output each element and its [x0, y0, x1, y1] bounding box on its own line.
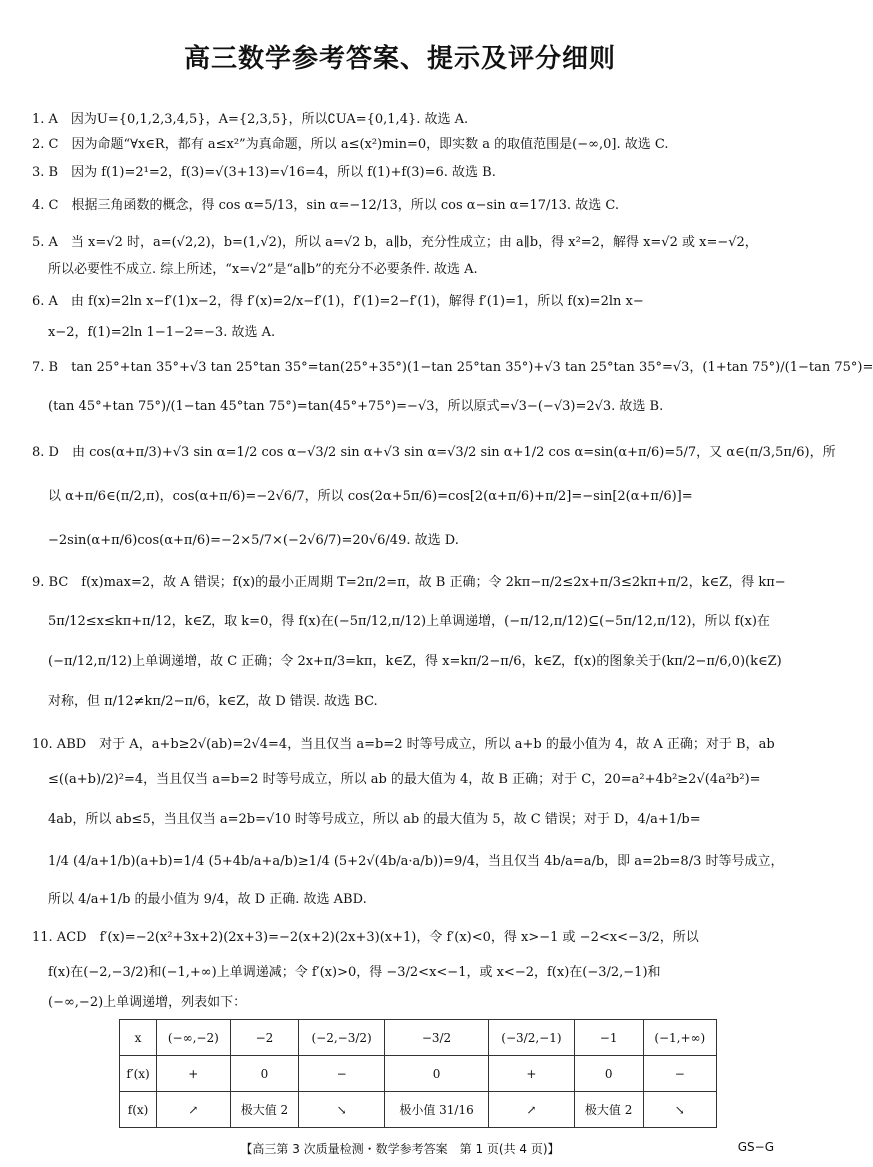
- answer-line: 所以必要性不成立. 综上所述，“x=√2”是“a∥b”的充分不必要条件. 故选 A.: [48, 262, 478, 277]
- table-cell: +: [489, 1056, 575, 1092]
- answer-line: 3. B 因为 f(1)=2¹=2，f(3)=√(3+13)=√16=4，所以 f(1)+f(3)=6. 故选 B.: [32, 165, 496, 180]
- table-cell: ↘: [643, 1092, 716, 1128]
- answer-line: 4. C 根据三角函数的概念，得 cos α=5/13，sin α=−12/13，所以 cos α−sin α=17/13. 故选 C.: [32, 198, 619, 213]
- answer-line: (−∞,−2)上单调递增，列表如下：: [48, 995, 247, 1010]
- table-cell: −: [299, 1056, 385, 1092]
- table-cell: 0: [574, 1056, 643, 1092]
- table-cell: −: [643, 1056, 716, 1092]
- answer-line: 7. B tan 25°+tan 35°+√3 tan 25°tan 35°=tan(25°+35°)(1−tan 25°tan 35°)+√3 tan 25°tan 35°=√3，(1+tan 75°)/(1−tan 75°)=: [32, 360, 873, 375]
- table-cell: (−∞,−2): [157, 1020, 230, 1056]
- table-row: [120, 1092, 717, 1128]
- table-cell: 极小值 31/16: [384, 1092, 488, 1128]
- table-row: [120, 1056, 717, 1092]
- table-cell: f′(x): [120, 1056, 157, 1092]
- table-cell: ↗: [489, 1092, 575, 1128]
- table-cell: ↗: [157, 1092, 230, 1128]
- answer-line: 1/4 (4/a+1/b)(a+b)=1/4 (5+4b/a+a/b)≥1/4 (5+2√(4b/a·a/b))=9/4，当且仅当 4b/a=a/b，即 a=2b=8/3 时等号成立，: [48, 854, 784, 869]
- answer-line: 5. A 当 x=√2 时，a=(√2,2)，b=(1,√2)，所以 a=√2 b，a∥b，充分性成立；由 a∥b，得 x²=2，解得 x=√2 或 x=−√2，: [32, 235, 758, 250]
- monotonicity-table: [119, 1019, 717, 1128]
- answer-line: (tan 45°+tan 75°)/(1−tan 45°tan 75°)=tan(45°+75°)=−√3，所以原式=√3−(−√3)=2√3. 故选 B.: [48, 399, 664, 414]
- answer-line: 5π/12≤x≤kπ+π/12，k∈Z，取 k=0，得 f(x)在(−5π/12,π/12)上单调递增，(−π/12,π/12)⊆(−5π/12,π/12)，所以 f(x)在: [48, 614, 770, 629]
- answer-line: x−2，f(1)=2ln 1−1−2=−3. 故选 A.: [48, 325, 276, 340]
- table-cell: (−2,−3/2): [299, 1020, 385, 1056]
- answer-line: 11. ACD f′(x)=−2(x²+3x+2)(2x+3)=−2(x+2)(2x+3)(x+1)，令 f′(x)<0，得 x>−1 或 −2<x<−3/2，所以: [32, 930, 699, 945]
- table-cell: 极大值 2: [230, 1092, 299, 1128]
- answer-line: −2sin(α+π/6)cos(α+π/6)=−2×5/7×(−2√6/7)=20√6/49. 故选 D.: [48, 533, 459, 548]
- answer-line: 以 α+π/6∈(π/2,π)，cos(α+π/6)=−2√6/7，所以 cos(2α+5π/6)=cos[2(α+π/6)+π/2]=−sin[2(α+π/6)]=: [48, 489, 693, 504]
- answer-line: 10. ABD 对于 A，a+b≥2√(ab)=2√4=4，当且仅当 a=b=2 时等号成立，所以 a+b 的最小值为 4，故 A 正确；对于 B，ab: [32, 737, 775, 752]
- table-cell: 极大值 2: [574, 1092, 643, 1128]
- table-row: [120, 1020, 717, 1056]
- table-cell: (−3/2,−1): [489, 1020, 575, 1056]
- answer-line: (−π/12,π/12)上单调递增，故 C 正确；令 2x+π/3=kπ，k∈Z，得 x=kπ/2−π/6，k∈Z，f(x)的图象关于(kπ/2−π/6,0)(k∈Z): [48, 654, 782, 669]
- table-cell: −2: [230, 1020, 299, 1056]
- table-cell: +: [157, 1056, 230, 1092]
- table-cell: −3/2: [384, 1020, 488, 1056]
- answer-line: 9. BC f(x)max=2，故 A 错误；f(x)的最小正周期 T=2π/2=π，故 B 正确；令 2kπ−π/2≤2x+π/3≤2kπ+π/2，k∈Z，得 kπ−: [32, 575, 786, 590]
- answer-line: 8. D 由 cos(α+π/3)+√3 sin α=1/2 cos α−√3/2 sin α+√3 sin α=√3/2 sin α+1/2 cos α=sin(α+π/6)=5/7，又 α∈(π/3,5π/6)，所: [32, 445, 836, 460]
- answer-line: 2. C 因为命题“∀x∈R，都有 a≤x²”为真命题，所以 a≤(x²)min=0，即实数 a 的取值范围是(−∞,0]. 故选 C.: [32, 137, 669, 152]
- table-cell: x: [120, 1020, 157, 1056]
- table-cell: 0: [230, 1056, 299, 1092]
- table-cell: −1: [574, 1020, 643, 1056]
- answer-line: 1. A 因为U={0,1,2,3,4,5}，A={2,3,5}，所以∁UA={0,1,4}. 故选 A.: [32, 112, 469, 127]
- exam-code: GS−G: [737, 1140, 774, 1154]
- page-title: 高三数学参考答案、提示及评分细则: [183, 44, 616, 74]
- table-cell: ↘: [299, 1092, 385, 1128]
- answer-line: 对称，但 π/12≠kπ/2−π/6，k∈Z，故 D 错误. 故选 BC.: [48, 694, 378, 709]
- answer-line: 6. A 由 f(x)=2ln x−f′(1)x−2，得 f′(x)=2/x−f′(1)，f′(1)=2−f′(1)，解得 f′(1)=1，所以 f(x)=2ln x−: [32, 294, 644, 309]
- answer-line: 所以 4/a+1/b 的最小值为 9/4，故 D 正确. 故选 ABD.: [48, 892, 367, 907]
- answer-line: ≤((a+b)/2)²=4，当且仅当 a=b=2 时等号成立，所以 ab 的最大值为 4，故 B 正确；对于 C，20=a²+4b²≥2√(4a²b²)=: [48, 772, 761, 787]
- table-cell: f(x): [120, 1092, 157, 1128]
- page-footer: 【高三第 3 次质量检测・数学参考答案 第 1 页(共 4 页)】: [240, 1142, 560, 1156]
- table-cell: 0: [384, 1056, 488, 1092]
- answer-line: 4ab，所以 ab≤5，当且仅当 a=2b=√10 时等号成立，所以 ab 的最大值为 5，故 C 错误；对于 D，4/a+1/b=: [48, 812, 701, 827]
- table-cell: (−1,+∞): [643, 1020, 716, 1056]
- answer-line: f(x)在(−2,−3/2)和(−1,+∞)上单调递减；令 f′(x)>0，得 −3/2<x<−1，或 x<−2，f(x)在(−3/2,−1)和: [48, 965, 661, 980]
